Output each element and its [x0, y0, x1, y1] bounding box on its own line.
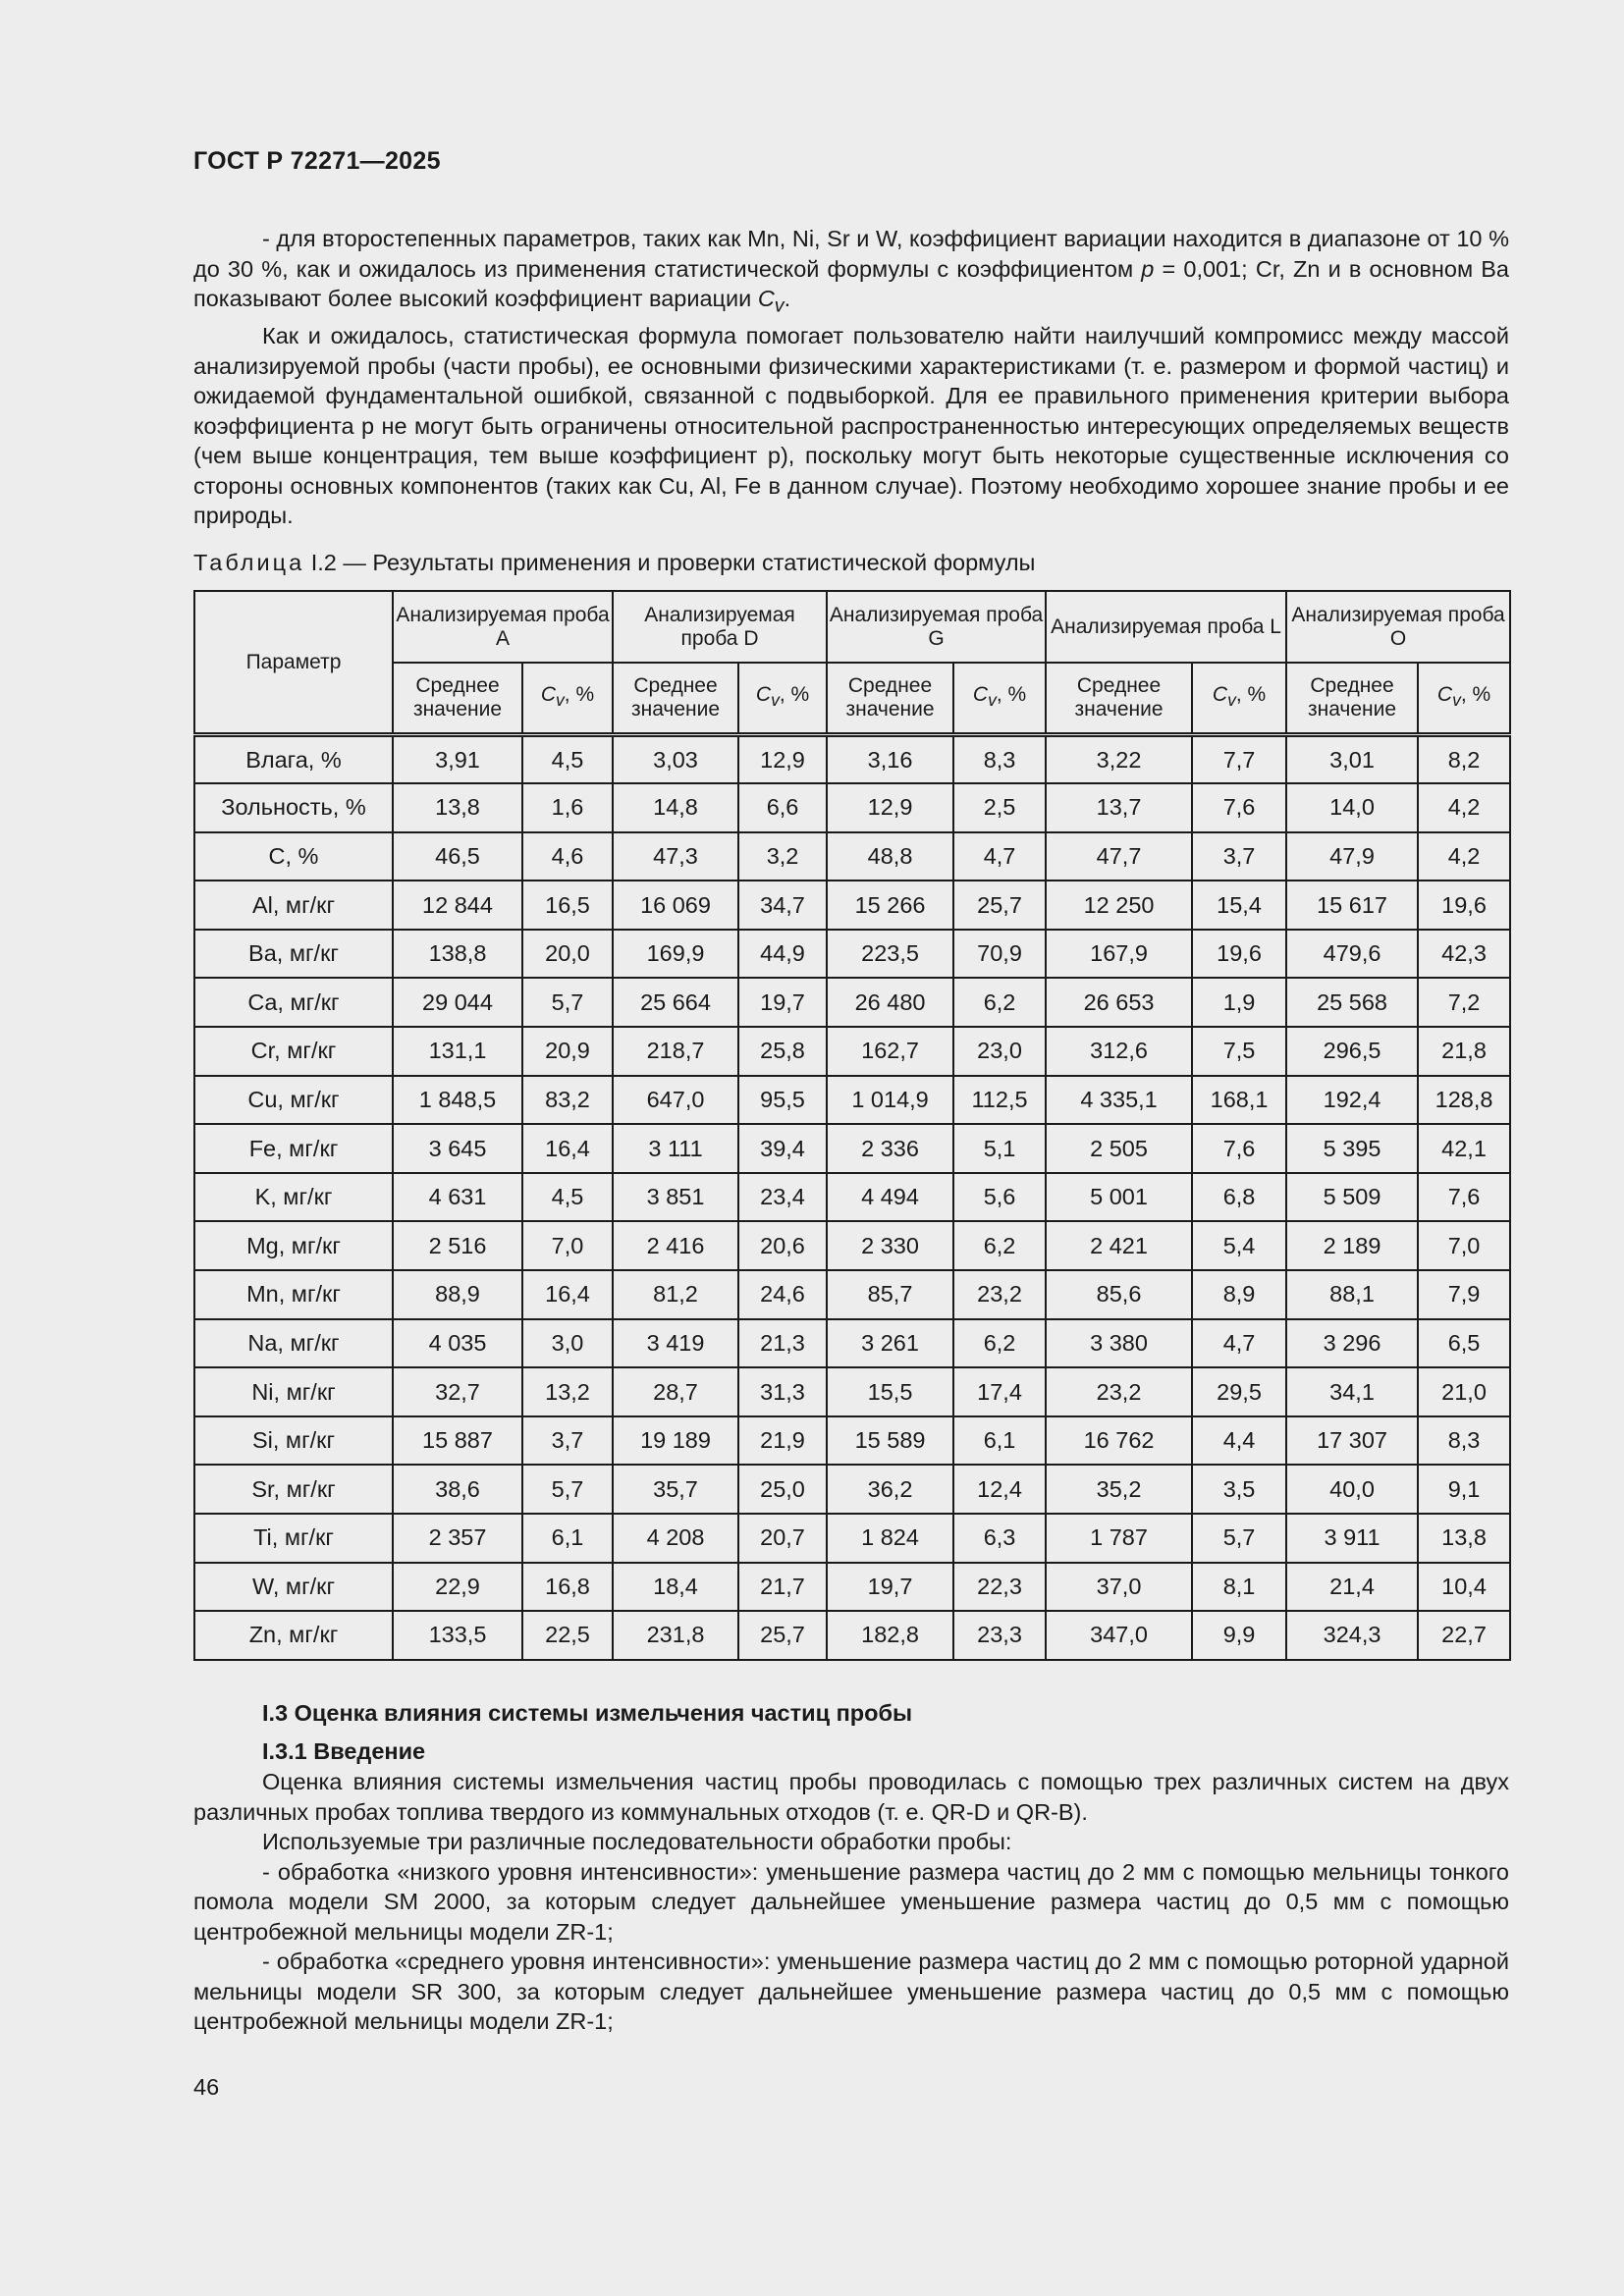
- cv-cell: 128,8: [1418, 1076, 1510, 1125]
- mean-cell: 2 189: [1286, 1221, 1418, 1270]
- cv-cell: 6,6: [738, 783, 827, 832]
- param-cell: Ba, мг/кг: [194, 930, 393, 979]
- mean-cell: 47,7: [1046, 832, 1192, 881]
- results-table: [193, 590, 1511, 1661]
- cv-cell: 2,5: [953, 783, 1046, 832]
- mean-cell: 3 419: [613, 1319, 738, 1368]
- cv-cell: 25,0: [738, 1465, 827, 1514]
- mean-cell: 88,1: [1286, 1270, 1418, 1319]
- cv-cell: 22,3: [953, 1563, 1046, 1612]
- mean-cell: 18,4: [613, 1563, 738, 1612]
- cv-cell: 4,4: [1192, 1416, 1286, 1466]
- cv-cell: 8,9: [1192, 1270, 1286, 1319]
- table-row: [194, 1270, 1510, 1319]
- cv-cell: 19,7: [738, 978, 827, 1027]
- cv-cell: 12,9: [738, 735, 827, 784]
- mean-cell: 40,0: [1286, 1465, 1418, 1514]
- cv-cell: 6,1: [522, 1514, 613, 1563]
- cv-cell: 25,7: [953, 881, 1046, 930]
- table-row: [194, 978, 1510, 1027]
- mean-cell: 647,0: [613, 1076, 738, 1125]
- sample-header: Анализируемая проба O: [1286, 591, 1510, 663]
- cv-cell: 20,9: [522, 1027, 613, 1076]
- mean-cell: 4 631: [393, 1173, 522, 1222]
- cv-cell: 10,4: [1418, 1563, 1510, 1612]
- cv-cell: 23,4: [738, 1173, 827, 1222]
- document-header: ГОСТ Р 72271—2025: [193, 147, 441, 175]
- mean-cell: 81,2: [613, 1270, 738, 1319]
- param-cell: C, %: [194, 832, 393, 881]
- mean-cell: 347,0: [1046, 1611, 1192, 1660]
- cv-cell: 6,3: [953, 1514, 1046, 1563]
- cv-cell: 39,4: [738, 1124, 827, 1173]
- mean-cell: 3,22: [1046, 735, 1192, 784]
- subsection-heading: I.3.1 Введение: [262, 1738, 426, 1764]
- mean-cell: 2 505: [1046, 1124, 1192, 1173]
- cv-cell: 34,7: [738, 881, 827, 930]
- mean-cell: 46,5: [393, 832, 522, 881]
- cv-header: $C_v$, %: [1418, 663, 1510, 735]
- mean-cell: 1 787: [1046, 1514, 1192, 1563]
- sample-header: Анализируемая проба D: [613, 591, 827, 663]
- cv-cell: 13,2: [522, 1367, 613, 1416]
- mean-cell: 28,7: [613, 1367, 738, 1416]
- mean-value-header: Среднее значение: [393, 663, 522, 735]
- cv-cell: 21,8: [1418, 1027, 1510, 1076]
- param-header: Параметр: [194, 591, 393, 735]
- mean-cell: 47,9: [1286, 832, 1418, 881]
- param-cell: Fe, мг/кг: [194, 1124, 393, 1173]
- mean-cell: 12 250: [1046, 881, 1192, 930]
- cv-cell: 6,2: [953, 1221, 1046, 1270]
- cv-cell: 3,5: [1192, 1465, 1286, 1514]
- cv-cell: 5,1: [953, 1124, 1046, 1173]
- cv-cell: 22,5: [522, 1611, 613, 1660]
- mean-cell: 85,7: [827, 1270, 953, 1319]
- mean-cell: 15 617: [1286, 881, 1418, 930]
- mean-cell: 21,4: [1286, 1563, 1418, 1612]
- cv-cell: 95,5: [738, 1076, 827, 1125]
- cv-header: $C_v$, %: [738, 663, 827, 735]
- mean-cell: 3 296: [1286, 1319, 1418, 1368]
- cv-cell: 8,3: [1418, 1416, 1510, 1466]
- param-cell: Al, мг/кг: [194, 881, 393, 930]
- section-heading: I.3 Оценка влияния системы измельчения частиц пробы: [262, 1700, 913, 1726]
- cv-cell: 7,5: [1192, 1027, 1286, 1076]
- mean-cell: 3 261: [827, 1319, 953, 1368]
- table-row: [194, 1319, 1510, 1368]
- cv-cell: 21,0: [1418, 1367, 1510, 1416]
- param-cell: Mg, мг/кг: [194, 1221, 393, 1270]
- section-paragraph-1: Оценка влияния системы измельчения частиц пробы проводилась с помощью трех различных систем на двух различных пробах топлива твердого из коммунальных отходов (т. е. QR-D и QR-B).: [193, 1769, 1509, 1825]
- section-paragraph-2: Используемые три различные последовательности обработки пробы:: [262, 1829, 1012, 1854]
- table-row: [194, 881, 1510, 930]
- cv-cell: 21,9: [738, 1416, 827, 1466]
- cv-cell: 21,7: [738, 1563, 827, 1612]
- cv-cell: 5,6: [953, 1173, 1046, 1222]
- cv-cell: 5,7: [522, 978, 613, 1027]
- cv-cell: 4,2: [1418, 783, 1510, 832]
- mean-cell: 17 307: [1286, 1416, 1418, 1466]
- mean-cell: 2 516: [393, 1221, 522, 1270]
- mean-cell: 12,9: [827, 783, 953, 832]
- cv-cell: 21,3: [738, 1319, 827, 1368]
- cv-cell: 17,4: [953, 1367, 1046, 1416]
- mean-cell: 38,6: [393, 1465, 522, 1514]
- mean-cell: 218,7: [613, 1027, 738, 1076]
- mean-cell: 15,5: [827, 1367, 953, 1416]
- cv-cell: 16,8: [522, 1563, 613, 1612]
- table-row: [194, 1173, 1510, 1222]
- param-cell: K, мг/кг: [194, 1173, 393, 1222]
- cv-cell: 13,8: [1418, 1514, 1510, 1563]
- mean-cell: 162,7: [827, 1027, 953, 1076]
- mean-cell: 3,16: [827, 735, 953, 784]
- mean-cell: 167,9: [1046, 930, 1192, 979]
- cv-cell: 20,6: [738, 1221, 827, 1270]
- section-text: [193, 1767, 1509, 2037]
- cv-cell: 16,4: [522, 1124, 613, 1173]
- cv-cell: 25,7: [738, 1611, 827, 1660]
- mean-cell: 13,7: [1046, 783, 1192, 832]
- cv-cell: 1,6: [522, 783, 613, 832]
- cv-cell: 24,6: [738, 1270, 827, 1319]
- cv-cell: 112,5: [953, 1076, 1046, 1125]
- cv-cell: 7,0: [1418, 1221, 1510, 1270]
- table-body: [194, 735, 1510, 1660]
- cv-cell: 6,1: [953, 1416, 1046, 1466]
- param-cell: Si, мг/кг: [194, 1416, 393, 1466]
- table-row: [194, 1514, 1510, 1563]
- mean-cell: 26 653: [1046, 978, 1192, 1027]
- cv-cell: 16,5: [522, 881, 613, 930]
- table-row: [194, 832, 1510, 881]
- cv-cell: 22,7: [1418, 1611, 1510, 1660]
- cv-cell: 44,9: [738, 930, 827, 979]
- mean-cell: 15 589: [827, 1416, 953, 1466]
- mean-cell: 4 208: [613, 1514, 738, 1563]
- mean-cell: 5 395: [1286, 1124, 1418, 1173]
- mean-cell: 4 335,1: [1046, 1076, 1192, 1125]
- cv-cell: 9,1: [1418, 1465, 1510, 1514]
- mean-cell: 88,9: [393, 1270, 522, 1319]
- mean-cell: 23,2: [1046, 1367, 1192, 1416]
- cv-cell: 5,7: [522, 1465, 613, 1514]
- cv-cell: 168,1: [1192, 1076, 1286, 1125]
- cv-cell: 7,6: [1192, 783, 1286, 832]
- cv-cell: 6,5: [1418, 1319, 1510, 1368]
- table-row: [194, 1465, 1510, 1514]
- cv-header: $C_v$, %: [522, 663, 613, 735]
- section-paragraph-4: - обработка «среднего уровня интенсивности»: уменьшение размера частиц до 2 мм с помощью роторной ударной мельницы модели SR 300, за которым следует дальнейшее уменьшение размера частиц до 0,5 мм с помощью центробежной мельницы модели ZR-1;: [193, 1949, 1509, 2034]
- table-row: [194, 1076, 1510, 1125]
- mean-cell: 5 001: [1046, 1173, 1192, 1222]
- mean-cell: 85,6: [1046, 1270, 1192, 1319]
- mean-cell: 1 014,9: [827, 1076, 953, 1125]
- mean-cell: 231,8: [613, 1611, 738, 1660]
- cv-cell: 23,2: [953, 1270, 1046, 1319]
- cv-cell: 4,7: [953, 832, 1046, 881]
- param-cell: Zn, мг/кг: [194, 1611, 393, 1660]
- table-row: [194, 1027, 1510, 1076]
- cv-cell: 1,9: [1192, 978, 1286, 1027]
- mean-cell: 47,3: [613, 832, 738, 881]
- mean-cell: 22,9: [393, 1563, 522, 1612]
- cv-cell: 3,0: [522, 1319, 613, 1368]
- mean-cell: 19,7: [827, 1563, 953, 1612]
- param-cell: Sr, мг/кг: [194, 1465, 393, 1514]
- cv-cell: 7,7: [1192, 735, 1286, 784]
- cv-cell: 3,7: [522, 1416, 613, 1466]
- mean-cell: 15 266: [827, 881, 953, 930]
- mean-cell: 4 494: [827, 1173, 953, 1222]
- mean-cell: 36,2: [827, 1465, 953, 1514]
- cv-cell: 16,4: [522, 1270, 613, 1319]
- mean-value-header: Среднее значение: [1286, 663, 1418, 735]
- mean-cell: 29 044: [393, 978, 522, 1027]
- mean-cell: 324,3: [1286, 1611, 1418, 1660]
- param-cell: Ca, мг/кг: [194, 978, 393, 1027]
- param-cell: Na, мг/кг: [194, 1319, 393, 1368]
- mean-cell: 19 189: [613, 1416, 738, 1466]
- cv-cell: 9,9: [1192, 1611, 1286, 1660]
- cv-cell: 15,4: [1192, 881, 1286, 930]
- cv-cell: 19,6: [1418, 881, 1510, 930]
- mean-cell: 34,1: [1286, 1367, 1418, 1416]
- cv-cell: 4,5: [522, 1173, 613, 1222]
- cv-cell: 7,6: [1418, 1173, 1510, 1222]
- mean-cell: 2 330: [827, 1221, 953, 1270]
- sample-header: Анализируемая проба G: [827, 591, 1046, 663]
- mean-cell: 4 035: [393, 1319, 522, 1368]
- cv-cell: 7,6: [1192, 1124, 1286, 1173]
- mean-cell: 48,8: [827, 832, 953, 881]
- section-paragraph-3: - обработка «низкого уровня интенсивности»: уменьшение размера частиц до 2 мм с помощью мельницы тонкого помола модели SM 2000, за которым следует дальнейшее уменьшение размера частиц до 0,5 мм с помощью центробежной мельницы модели ZR-1;: [193, 1858, 1509, 1945]
- mean-cell: 138,8: [393, 930, 522, 979]
- mean-cell: 169,9: [613, 930, 738, 979]
- param-cell: Влага, %: [194, 735, 393, 784]
- mean-cell: 2 336: [827, 1124, 953, 1173]
- mean-cell: 26 480: [827, 978, 953, 1027]
- table-row: [194, 783, 1510, 832]
- mean-cell: 5 509: [1286, 1173, 1418, 1222]
- param-cell: Cu, мг/кг: [194, 1076, 393, 1125]
- cv-cell: 6,2: [953, 978, 1046, 1027]
- cv-cell: 8,3: [953, 735, 1046, 784]
- cv-cell: 20,7: [738, 1514, 827, 1563]
- table-row: [194, 735, 1510, 784]
- cv-cell: 42,3: [1418, 930, 1510, 979]
- mean-cell: 296,5: [1286, 1027, 1418, 1076]
- mean-cell: 35,2: [1046, 1465, 1192, 1514]
- mean-value-header: Среднее значение: [827, 663, 953, 735]
- table-caption: [193, 550, 1035, 576]
- cv-cell: 25,8: [738, 1027, 827, 1076]
- param-cell: Ni, мг/кг: [194, 1367, 393, 1416]
- mean-cell: 3,01: [1286, 735, 1418, 784]
- cv-header: $C_v$, %: [953, 663, 1046, 735]
- param-cell: Ti, мг/кг: [194, 1514, 393, 1563]
- sample-header: Анализируемая проба A: [393, 591, 613, 663]
- mean-cell: 13,8: [393, 783, 522, 832]
- mean-cell: 192,4: [1286, 1076, 1418, 1125]
- cv-cell: 8,2: [1418, 735, 1510, 784]
- mean-cell: 182,8: [827, 1611, 953, 1660]
- mean-cell: 12 844: [393, 881, 522, 930]
- param-cell: Cr, мг/кг: [194, 1027, 393, 1076]
- cv-cell: 4,6: [522, 832, 613, 881]
- cv-cell: 12,4: [953, 1465, 1046, 1514]
- mean-cell: 16 069: [613, 881, 738, 930]
- param-cell: Зольность, %: [194, 783, 393, 832]
- mean-cell: 2 421: [1046, 1221, 1192, 1270]
- cv-cell: 6,2: [953, 1319, 1046, 1368]
- cv-header: $C_v$, %: [1192, 663, 1286, 735]
- cv-cell: 31,3: [738, 1367, 827, 1416]
- mean-cell: 15 887: [393, 1416, 522, 1466]
- mean-cell: 35,7: [613, 1465, 738, 1514]
- table-row: [194, 1416, 1510, 1466]
- mean-cell: 37,0: [1046, 1563, 1192, 1612]
- table-caption-text: I.2 — Результаты применения и проверки статистической формулы: [310, 550, 1036, 575]
- mean-cell: 3 380: [1046, 1319, 1192, 1368]
- cv-cell: 23,0: [953, 1027, 1046, 1076]
- cv-cell: 5,7: [1192, 1514, 1286, 1563]
- mean-cell: 3 111: [613, 1124, 738, 1173]
- table-row: [194, 1221, 1510, 1270]
- mean-cell: 25 664: [613, 978, 738, 1027]
- mean-cell: 312,6: [1046, 1027, 1192, 1076]
- cv-cell: 3,7: [1192, 832, 1286, 881]
- mean-cell: 14,8: [613, 783, 738, 832]
- mean-cell: 32,7: [393, 1367, 522, 1416]
- cv-cell: 8,1: [1192, 1563, 1286, 1612]
- intro-paragraph-1: - для второстепенных параметров, таких как Mn, Ni, Sr и W, коэффициент вариации находится в диапазоне от 10 % до 30 %, как и ожидалось из применения статистической формулы с коэффициентом p = 0,001; Cr, Zn и в основном Ba показывают более высокий коэффициент вариации $C_v$.: [193, 226, 1510, 317]
- table-row: [194, 1124, 1510, 1173]
- cv-cell: 4,5: [522, 735, 613, 784]
- mean-cell: 3 851: [613, 1173, 738, 1222]
- mean-cell: 1 848,5: [393, 1076, 522, 1125]
- mean-cell: 479,6: [1286, 930, 1418, 979]
- mean-cell: 3 911: [1286, 1514, 1418, 1563]
- cv-cell: 70,9: [953, 930, 1046, 979]
- mean-cell: 16 762: [1046, 1416, 1192, 1466]
- table-caption-label: Таблица: [193, 550, 305, 575]
- param-cell: W, мг/кг: [194, 1563, 393, 1612]
- mean-cell: 223,5: [827, 930, 953, 979]
- mean-cell: 3 645: [393, 1124, 522, 1173]
- intro-paragraph-2: Как и ожидалось, статистическая формула помогает пользователю найти наилучший компромисс между массой анализируемой пробы (части пробы), ее основными физическими характеристиками (т. е. размером и формой частиц) и ожидаемой фундаментальной ошибкой, связанной с подвыборкой. Для ее правильного применения критерии выбора коэффициента p не могут быть ограничены относительной распространенностью интересующих определяемых веществ (чем выше концентрация, тем выше коэффициент p), поскольку могут быть некоторые существенные исключения со стороны основных компонентов (таких как Cu, Al, Fe в данном случае). Поэтому необходимо хорошее знание пробы и ее природы.: [193, 323, 1509, 529]
- cv-cell: 4,7: [1192, 1319, 1286, 1368]
- mean-cell: 14,0: [1286, 783, 1418, 832]
- cv-cell: 19,6: [1192, 930, 1286, 979]
- cv-cell: 3,2: [738, 832, 827, 881]
- mean-cell: 25 568: [1286, 978, 1418, 1027]
- table-row: [194, 930, 1510, 979]
- cv-cell: 23,3: [953, 1611, 1046, 1660]
- mean-cell: 1 824: [827, 1514, 953, 1563]
- mean-cell: 2 357: [393, 1514, 522, 1563]
- mean-value-header: Среднее значение: [1046, 663, 1192, 735]
- page-number: 46: [193, 2074, 220, 2100]
- sample-header: Анализируемая проба L: [1046, 591, 1286, 663]
- mean-cell: 3,03: [613, 735, 738, 784]
- cv-cell: 5,4: [1192, 1221, 1286, 1270]
- param-cell: Mn, мг/кг: [194, 1270, 393, 1319]
- mean-value-header: Среднее значение: [613, 663, 738, 735]
- mean-cell: 131,1: [393, 1027, 522, 1076]
- cv-cell: 4,2: [1418, 832, 1510, 881]
- cv-cell: 20,0: [522, 930, 613, 979]
- mean-cell: 3,91: [393, 735, 522, 784]
- cv-cell: 7,2: [1418, 978, 1510, 1027]
- cv-cell: 7,9: [1418, 1270, 1510, 1319]
- table-row: [194, 1611, 1510, 1660]
- cv-cell: 42,1: [1418, 1124, 1510, 1173]
- cv-cell: 7,0: [522, 1221, 613, 1270]
- mean-cell: 133,5: [393, 1611, 522, 1660]
- cv-cell: 83,2: [522, 1076, 613, 1125]
- cv-cell: 29,5: [1192, 1367, 1286, 1416]
- mean-cell: 2 416: [613, 1221, 738, 1270]
- table-row: [194, 1367, 1510, 1416]
- intro-text: [193, 224, 1509, 531]
- cv-cell: 6,8: [1192, 1173, 1286, 1222]
- table-row: [194, 1563, 1510, 1612]
